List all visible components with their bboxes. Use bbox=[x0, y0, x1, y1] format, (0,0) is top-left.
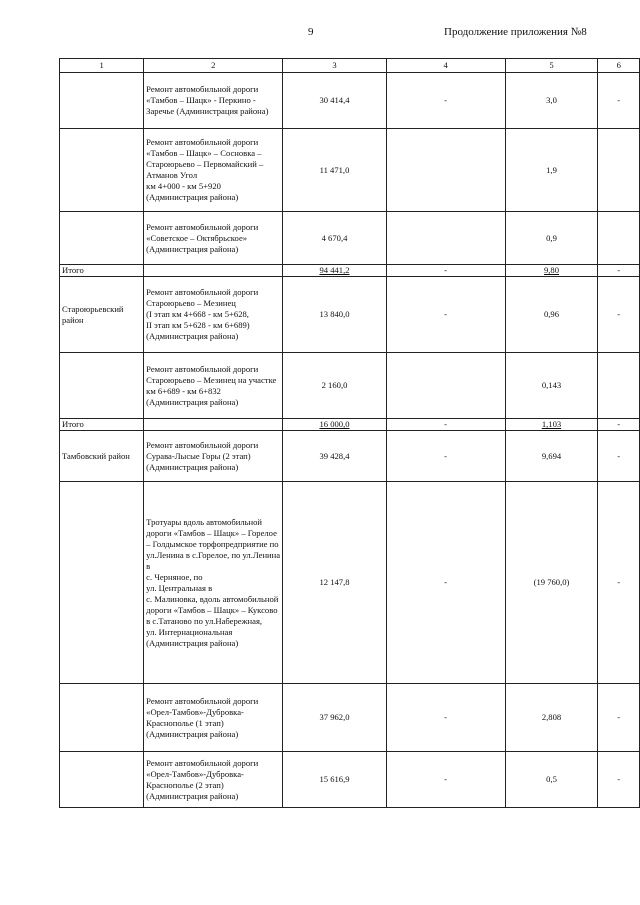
amount-cell: 13 840,0 bbox=[283, 277, 386, 353]
roads-table bbox=[59, 58, 640, 808]
col6-cell: - bbox=[598, 265, 640, 277]
total-row bbox=[60, 265, 640, 277]
col4-cell bbox=[386, 129, 505, 212]
description-text: Ремонт автомобильной дороги «Орел-Тамбов»-Дубровка-Краснополье (1 этап) (Администрация района) bbox=[146, 695, 259, 739]
amount-cell: 4 670,4 bbox=[283, 212, 386, 265]
description-text: Ремонт автомобильной дороги «Советское – Октябрьское» (Администрация района) bbox=[146, 221, 259, 254]
col6-cell: - bbox=[598, 684, 640, 752]
description-cell bbox=[144, 482, 283, 684]
length-cell: (19 760,0) bbox=[505, 482, 598, 684]
length-cell: 1,103 bbox=[505, 419, 598, 431]
table-row bbox=[60, 431, 640, 482]
table-row bbox=[60, 353, 640, 419]
description-cell bbox=[144, 431, 283, 482]
description-cell bbox=[144, 353, 283, 419]
length-cell: 3,0 bbox=[505, 73, 598, 129]
district-cell: Староюрьевский район bbox=[60, 277, 144, 353]
col4-cell: - bbox=[386, 419, 505, 431]
total-label: Итого bbox=[60, 265, 144, 277]
col6-cell bbox=[598, 212, 640, 265]
appendix-header: Продолжение приложения №8 bbox=[444, 26, 587, 38]
description-cell bbox=[144, 212, 283, 265]
length-cell: 2,808 bbox=[505, 684, 598, 752]
amount-cell: 12 147,8 bbox=[283, 482, 386, 684]
table-row bbox=[60, 129, 640, 212]
description-text: Ремонт автомобильной дороги «Тамбов – Шацк» - Перкино - Заречье (Администрация района) bbox=[146, 84, 269, 116]
description-cell bbox=[144, 752, 283, 808]
col6-cell: - bbox=[598, 431, 640, 482]
col4-cell: - bbox=[386, 752, 505, 808]
column-number: 5 bbox=[505, 59, 598, 73]
col6-cell: - bbox=[598, 419, 640, 431]
column-number: 4 bbox=[386, 59, 505, 73]
district-cell bbox=[60, 353, 144, 419]
description-text: Ремонт автомобильной дороги «Тамбов – Шацк» – Сосновка – Староюрьево – Первомайский – Атманов Угол км 4+000 - км 5+920 (Администрация района) bbox=[146, 137, 264, 202]
col4-cell: - bbox=[386, 265, 505, 277]
description-cell bbox=[144, 265, 283, 277]
length-cell: 0,96 bbox=[505, 277, 598, 353]
page-number: 9 bbox=[308, 26, 314, 38]
col6-cell bbox=[598, 353, 640, 419]
amount-cell: 30 414,4 bbox=[283, 73, 386, 129]
col6-cell: - bbox=[598, 277, 640, 353]
col4-cell: - bbox=[386, 431, 505, 482]
description-cell bbox=[144, 277, 283, 353]
district-cell bbox=[60, 73, 144, 129]
description-text: Ремонт автомобильной дороги Староюрьево – Мезинец на участке км 6+689 - км 6+832 (Администрация района) bbox=[146, 363, 277, 407]
district-cell bbox=[60, 752, 144, 808]
column-number-row bbox=[60, 59, 640, 73]
column-number: 1 bbox=[60, 59, 144, 73]
col4-cell: - bbox=[386, 277, 505, 353]
col6-cell bbox=[598, 129, 640, 212]
col4-cell: - bbox=[386, 73, 505, 129]
length-cell: 1,9 bbox=[505, 129, 598, 212]
district-cell bbox=[60, 482, 144, 684]
description-text: Ремонт автомобильной дороги «Орел-Тамбов»-Дубровка-Краснополье (2 этап) (Администрация района) bbox=[146, 757, 259, 801]
district-cell bbox=[60, 212, 144, 265]
table-row bbox=[60, 212, 640, 265]
table-row bbox=[60, 73, 640, 129]
amount-cell: 15 616,9 bbox=[283, 752, 386, 808]
column-number: 6 bbox=[598, 59, 640, 73]
amount-cell: 16 000,0 bbox=[283, 419, 386, 431]
column-number: 3 bbox=[283, 59, 386, 73]
description-cell bbox=[144, 73, 283, 129]
column-number: 2 bbox=[144, 59, 283, 73]
total-row bbox=[60, 419, 640, 431]
district-cell bbox=[60, 684, 144, 752]
length-cell: 9,694 bbox=[505, 431, 598, 482]
col6-cell: - bbox=[598, 752, 640, 808]
amount-cell: 39 428,4 bbox=[283, 431, 386, 482]
col6-cell: - bbox=[598, 73, 640, 129]
length-cell: 0,5 bbox=[505, 752, 598, 808]
amount-cell: 37 962,0 bbox=[283, 684, 386, 752]
col4-cell: - bbox=[386, 482, 505, 684]
district-cell: Тамбовский район bbox=[60, 431, 144, 482]
amount-cell: 2 160,0 bbox=[283, 353, 386, 419]
description-cell bbox=[144, 419, 283, 431]
description-text: Ремонт автомобильной дороги Староюрьево – Мезинец (I этап км 4+668 - км 5+628, II этап км 5+628 - км 6+689) (Администрация района) bbox=[146, 287, 259, 341]
length-cell: 0,143 bbox=[505, 353, 598, 419]
table-row bbox=[60, 684, 640, 752]
table-row bbox=[60, 752, 640, 808]
district-cell bbox=[60, 129, 144, 212]
description-text: Тротуары вдоль автомобильной дороги «Тамбов – Шацк» – Горелое – Голдымское торфопредприятие по ул.Ленина в с.Горелое, по ул.Ленина в с. Черняное, по ул. Центральная в с. Малиновка, вдоль автомобильной дороги «Тамбов – Шацк» – Куксово в с.Татаново по ул.Набережная, ул. Интернациональная (Администрация района) bbox=[146, 516, 281, 648]
col4-cell bbox=[386, 353, 505, 419]
col4-cell: - bbox=[386, 684, 505, 752]
description-cell bbox=[144, 129, 283, 212]
description-cell bbox=[144, 684, 283, 752]
length-cell: 9,80 bbox=[505, 265, 598, 277]
col4-cell bbox=[386, 212, 505, 265]
col6-cell: - bbox=[598, 482, 640, 684]
description-text: Ремонт автомобильной дороги Сурава-Лысые Горы (2 этап) (Администрация района) bbox=[146, 439, 259, 472]
table-row bbox=[60, 277, 640, 353]
table-row bbox=[60, 482, 640, 684]
length-cell: 0,9 bbox=[505, 212, 598, 265]
amount-cell: 94 441,2 bbox=[283, 265, 386, 277]
amount-cell: 11 471,0 bbox=[283, 129, 386, 212]
total-label: Итого bbox=[60, 419, 144, 431]
